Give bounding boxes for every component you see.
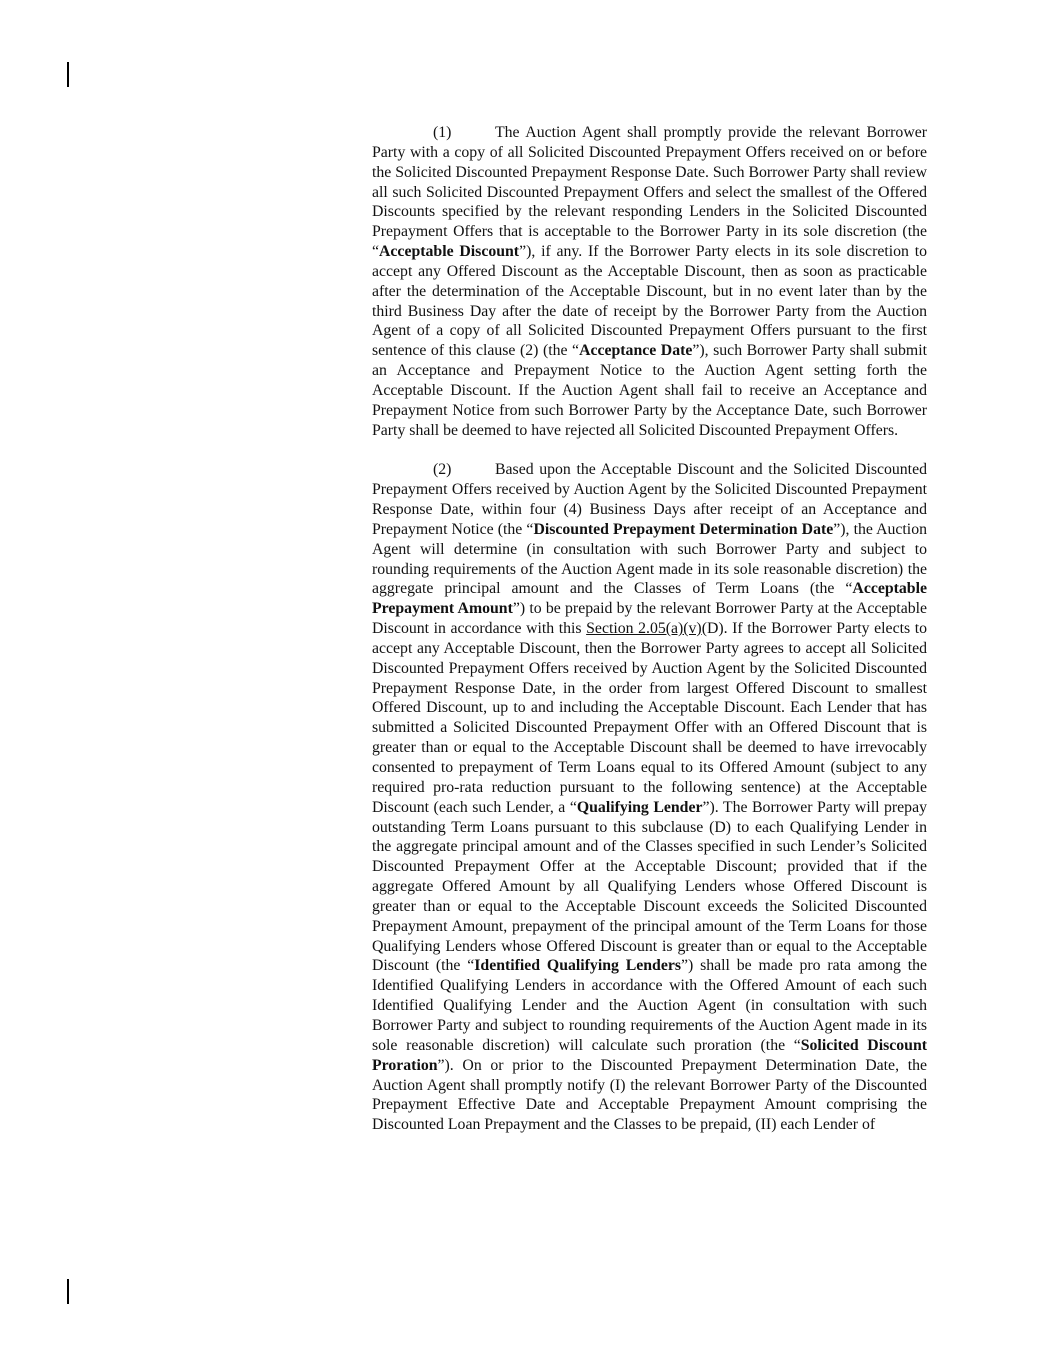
paragraph-2-text-4: (D). If the Borrower Party elects to accept any Acceptable Discount, then the Borrower Party agrees to accept all Solicited Discounted Prepayment Offers received by Auction Agent by the Solicited Discounted Prepayment Response Date, in the order from largest Offered Discount to smallest Offered Discount, up to and including the Acceptable Discount. Each Lender that has submitted a Solicited Discounted Prepayment Offer with an Offered Discount that is greater than or equal to the Acceptable Discount shall be deemed to have irrevocably consented to prepayment of Term Loans equal to its Offered Amount (subject to any required pro-rata reduction pursuant to the following sentence) at the Acceptable Discount (each such Lender, a “ (372, 620, 927, 816)
defined-term-discounted-prepayment-determination-date: Discounted Prepayment Determination Date (533, 520, 834, 538)
paragraph-2-number: (2) (433, 461, 452, 479)
paragraph-2 (372, 460, 927, 1135)
paragraph-2-text-2: ”), the Auction Agent will determine (in consultation with such Borrower Party and subject to rounding requirements of the Auction Agent made in its sole reasonable discretion) the aggregate principal amount and the Classes of Term Loans (the “ (372, 520, 927, 598)
revision-bar-bottom (67, 1279, 69, 1304)
section-reference-link: Section 2.05(a)(v) (586, 620, 702, 638)
defined-term-identified-qualifying-lenders: Identified Qualifying Lenders (474, 957, 682, 975)
defined-term-solicited-discount-proration: Solicited Discount Proration (372, 1036, 927, 1074)
defined-term-acceptable-discount: Acceptable Discount (379, 243, 520, 261)
paragraph-2-text-5: ”). The Borrower Party will prepay outstanding Term Loans pursuant to this subclause (D) to each Qualifying Lender in the aggregate principal amount and of the Classes specified in such Lender’s Solicited Discounted Prepayment Offer at the Acceptable Discount; provided that if the aggregate Offered Amount by all Qualifying Lenders whose Offered Discount is greater than or equal to the Acceptable Discount exceeds the Solicited Discounted Prepayment Amount, prepayment of the principal amount of the Term Loans for those Qualifying Lenders whose Offered Discount is greater than or equal to the Acceptable Discount (the “ (372, 798, 927, 975)
paragraph-2-text-6: ”) shall be made pro rata among the Identified Qualifying Lenders in accordance with the Offered Amount of each such Identified Qualifying Lender and the Auction Agent (in consultation with such Borrower Party and subject to rounding requirements of the Auction Agent made in its sole reasonable discretion) will calculate such proration (the “ (372, 957, 928, 1054)
paragraph-1-number: (1) (433, 124, 452, 141)
revision-bar-top (67, 62, 69, 87)
paragraph-1-text-2: ”), if any. If the Borrower Party elects in its sole discretion to accept any Offered Discount as the Acceptable Discount, then as soon as practicable after the determination of the Acceptable Discount, but in no event later than by the third Business Day after the date of receipt by the Borrower Party from the Auction Agent of a copy of all Solicited Discounted Prepayment Offers pursuant to the first sentence of this clause (2) (the “ (372, 243, 927, 360)
defined-term-acceptance-date: Acceptance Date (579, 342, 693, 360)
defined-term-qualifying-lender: Qualifying Lender (576, 798, 703, 816)
paragraph-1-text-1: The Auction Agent shall promptly provide the relevant Borrower Party with a copy of all Solicited Discounted Prepayment Offers received on or before the Solicited Discounted Prepayment Response Date. Such Borrower Party shall review all such Solicited Discounted Prepayment Offers and select the smallest of the Offered Discounts specified by the relevant responding Lenders in the Solicited Discounted Prepayment Offers that is acceptable to the Borrower Party in its sole discretion (the “ (372, 124, 927, 261)
paragraph-1-text-3: ”), such Borrower Party shall submit an Acceptance and Prepayment Notice to the Auction Agent setting forth the Acceptable Discount. If the Auction Agent shall fail to receive an Acceptance and Prepayment Notice from such Borrower Party by the Acceptance Date, such Borrower Party shall be deemed to have rejected all Solicited Discounted Prepayment Offers. (372, 342, 927, 439)
paragraph-2-text-7: ”). On or prior to the Discounted Prepayment Determination Date, the Auction Agent shall promptly notify (I) the relevant Borrower Party of the Discounted Prepayment Effective Date and Acceptable Prepayment Amount comprising the Discounted Loan Prepayment and the Classes to be prepaid, (II) each Lender of (372, 1056, 927, 1134)
defined-term-acceptable-prepayment-amount: Acceptable Prepayment Amount (372, 580, 927, 618)
paragraph-2-text-1: Based upon the Acceptable Discount and the Solicited Discounted Prepayment Offers received by Auction Agent by the Solicited Discounted Prepayment Response Date, within four (4) Business Days after receipt of an Acceptance and Prepayment Notice (the “ (372, 461, 927, 538)
paragraph-1 (372, 123, 927, 441)
document-body (372, 123, 927, 1135)
paragraph-2-text-3: ”) to be prepaid by the relevant Borrower Party at the Acceptable Discount in accordance with this (372, 600, 927, 638)
